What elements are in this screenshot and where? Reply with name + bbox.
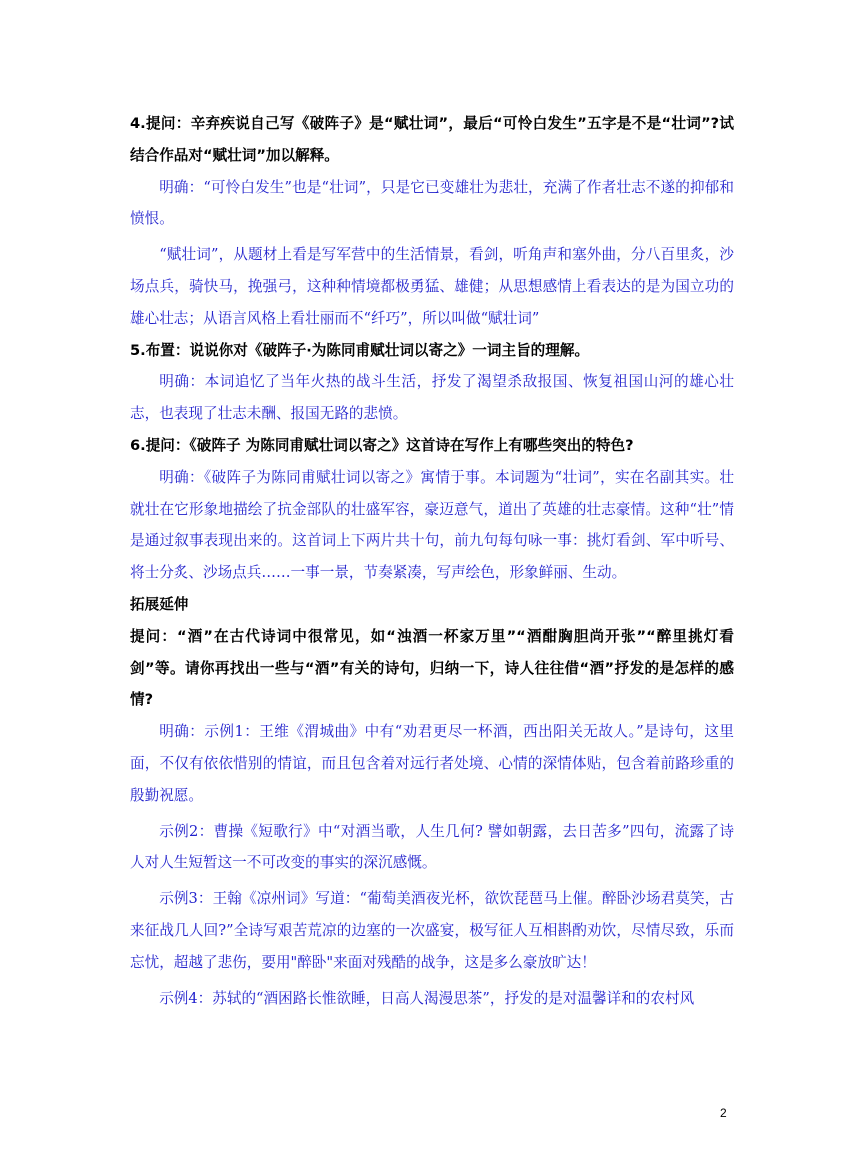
answer-5: 明确：本词追忆了当年火热的战斗生活，抒发了渴望杀敌报国、恢复祖国山河的雄心壮志，也表现了壮志未酬、报国无路的悲愤。 xyxy=(130,373,734,423)
answer-6: 明确：《破阵子为陈同甫赋壮词以寄之》寓情于事。本词题为“壮词”，实在名副其实。壮就壮在它形象地描绘了抗金部队的壮盛军容，豪迈意气，道出了英雄的壮志豪情。这种“壮”情是通过叙事表现出来的。这首词上下两片共十句，前九句每句咏一事：挑灯看剑、军中听号、将士分炙、沙场点兵……一事一景，节奏紧凑，写声绘色，形象鲜丽、生动。 xyxy=(130,468,734,582)
example-4: 示例4：苏轼的“酒困路长惟欲睡，日高人渴漫思茶”，抒发的是对温馨详和的农村风 xyxy=(159,989,695,1007)
document-body xyxy=(130,108,734,1014)
question-extension: 提问：“酒”在古代诗词中很常见，如“浊酒一杯家万里”“酒酣胸胆尚开张”“醉里挑灯看剑”等。请你再找出一些与“酒”有关的诗句，归纳一下，诗人往往借“酒”抒发的是怎样的感情? xyxy=(130,627,734,709)
page-number: 2 xyxy=(720,1106,727,1120)
question-5: 5.布置：说说你对《破阵子·为陈同甫赋壮词以寄之》一词主旨的理解。 xyxy=(130,341,590,359)
question-4: 4.提问：辛弃疾说自己写《破阵子》是“赋壮词”，最后“可怜白发生”五字是不是“壮词”?试结合作品对“赋壮词”加以解释。 xyxy=(130,115,734,164)
answer-4-part-1: 明确：“可怜白发生”也是“壮词”，只是它已变雄壮为悲壮，充满了作者壮志不遂的抑郁和愤恨。 xyxy=(130,178,734,228)
example-1: 明确：示例1：王维《渭城曲》中有“劝君更尽一杯酒，西出阳关无故人。”是诗句，这里面，不仅有依依惜别的情谊，而且包含着对远行者处境、心情的深情体贴，包含着前路珍重的殷勤祝愿。 xyxy=(130,723,734,804)
answer-4-part-2: “赋壮词”，从题材上看是写军营中的生活情景，看剑，听角声和塞外曲，分八百里炙，沙场点兵，骑快马，挽强弓，这种种情境都极勇猛、雄健；从思想感情上看表达的是为国立功的雄心壮志；从语言风格上看壮丽而不“纤巧”，所以叫做“赋壮词” xyxy=(130,246,734,327)
example-3: 示例3：王翰《凉州词》写道：“葡萄美酒夜光杯，欲饮琵琶马上催。醉卧沙场君莫笑，古来征战几人回?”全诗写艰苦荒凉的边塞的一次盛宴，极写征人互相斟酌劝饮，尽情尽致，乐而忘忧，超越了悲伤，要用"醉卧"来面对残酷的战争，这是多么豪放旷达！ xyxy=(130,890,734,971)
section-heading-extension: 拓展延伸 xyxy=(130,595,189,613)
question-6: 6.提问：《破阵子 为陈同甫赋壮词以寄之》这首诗在写作上有哪些突出的特色? xyxy=(130,436,634,454)
example-2: 示例2：曹操《短歌行》中“对酒当歌，人生几何? 譬如朝露，去日苦多”四句，流露了诗人对人生短暂这一不可改变的事实的深沉感慨。 xyxy=(130,822,734,872)
